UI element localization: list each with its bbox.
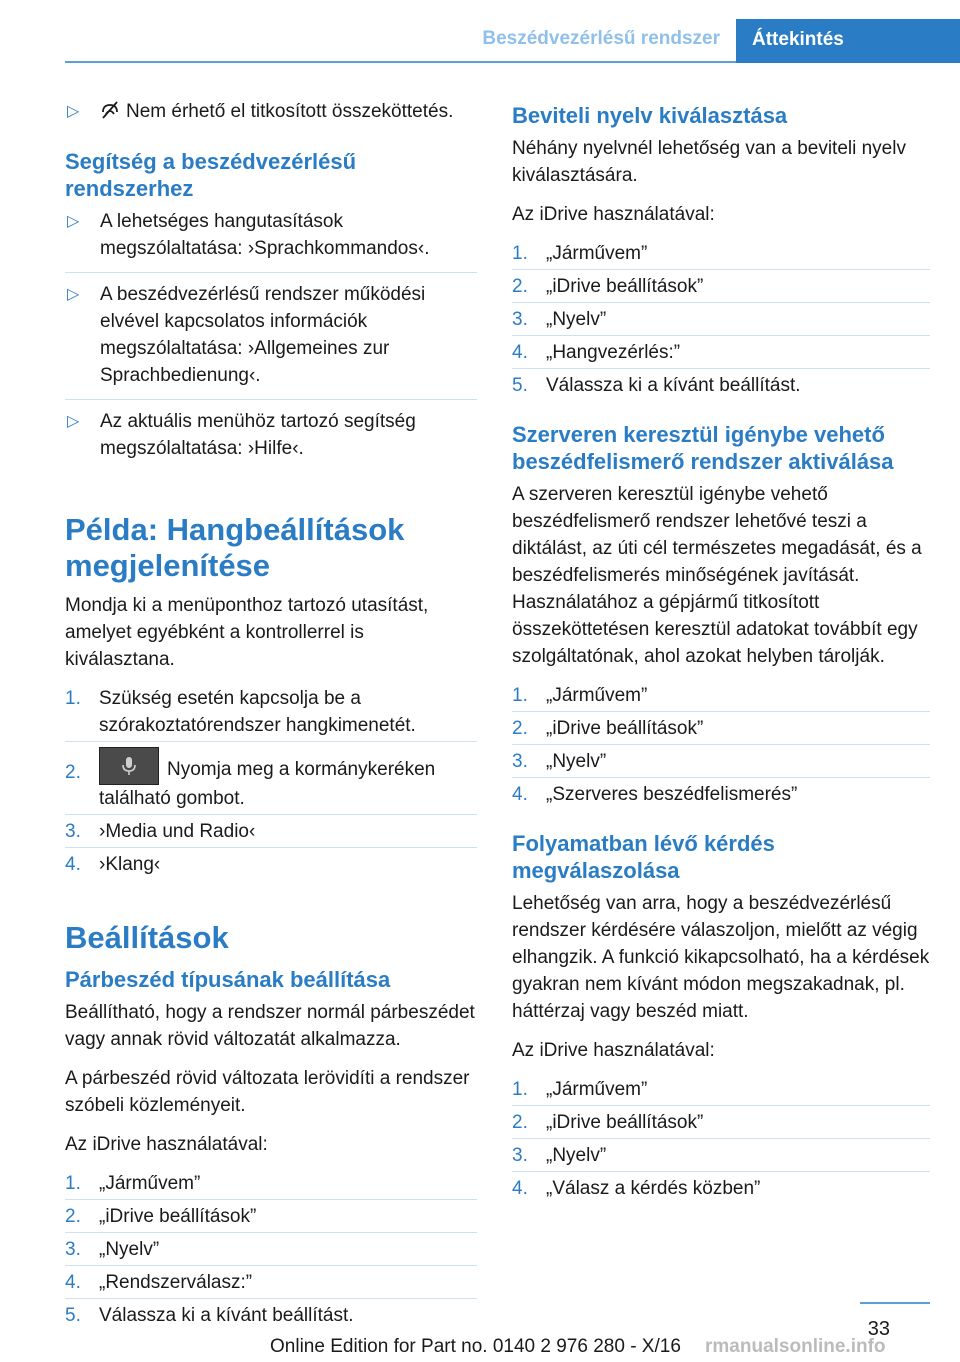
step-text: „Szerveres beszédfelismerés” <box>546 784 798 805</box>
step-text: „Nyelv” <box>99 1239 160 1260</box>
step-text: ›Klang‹ <box>99 854 161 875</box>
intro-list <box>65 98 477 132</box>
page-header <box>0 0 960 62</box>
section-title: Beszédvezérlésű rendszer <box>482 28 720 49</box>
answer-heading: Folyamatban lévő kérdés megválaszolása <box>512 831 775 883</box>
server-heading: Szerveren keresztül igénybe vehető beszédfelismerő rendszer aktiválása <box>512 422 894 474</box>
idrive-label: Az iDrive használatával: <box>512 1040 715 1061</box>
list-item: 3. „Nyelv” <box>512 748 930 778</box>
list-item-text: Az aktuális menühöz tartozó segítség megszólaltatása: ›Hilfe‹. <box>100 411 416 459</box>
list-item: 1. „Járművem” <box>512 682 930 712</box>
dialog-steps <box>65 1170 477 1331</box>
triangle-bullet-icon: ▷ <box>67 103 80 120</box>
step-text: ›Media und Radio‹ <box>99 821 256 842</box>
step-text: „Járművem” <box>546 685 648 706</box>
idrive-label: Az iDrive használatával: <box>512 204 715 225</box>
step-text: „Nyelv” <box>546 1145 607 1166</box>
triangle-bullet-icon: ▷ <box>67 213 80 230</box>
watermark: rmanualsonline.info <box>705 1336 886 1357</box>
list-item: 1. „Járművem” <box>512 240 930 270</box>
header-rule <box>65 61 736 63</box>
list-item: 5. Válassza ki a kívánt beállítást. <box>512 375 801 396</box>
triangle-bullet-icon: ▷ <box>67 413 80 430</box>
example-text: Mondja ki a menüponthoz tartozó utasítást, amelyet egyébként a kontrollerrel is kiválasztana. <box>65 595 429 670</box>
server-steps <box>512 682 930 810</box>
list-item: 4. „Szerveres beszédfelismerés” <box>512 784 798 805</box>
list-item: 3. ›Media und Radio‹ <box>65 818 477 848</box>
list-item: 4. ›Klang‹ <box>65 854 161 875</box>
idrive-label: Az iDrive használatával: <box>65 1134 268 1155</box>
server-text: A szerveren keresztül igénybe vehető beszédfelismerő rendszer lehetővé teszi a diktálást, az úti cél természetes megadását, és a beszédfelismerés minőségének javítását. Használatához a gépjármű titkosított összeköttetésen keresztül adatokat továbbít egy szolgáltatónak, ahol azokat helyben tárolják. <box>512 484 922 667</box>
voice-command-button-icon <box>99 747 159 785</box>
edition-note: Online Edition for Part no. 0140 2 976 280 - X/16 <box>270 1336 681 1357</box>
list-item: 5. Válassza ki a kívánt beállítást. <box>65 1305 354 1326</box>
dialog-heading: Párbeszéd típusának beállítása <box>65 967 391 992</box>
list-item: 1. Szükség esetén kapcsolja be a szórakoztatórendszer hangkimenetét. <box>65 685 477 742</box>
answer-text: Lehetőség van arra, hogy a beszédvezérlésű rendszer kérdésére válaszoljon, mielőtt az végig elhangzik. A funkció kikapcsolható, ha a kérdések gyakran nem kívánt módon megszakadnak, pl. háttérzaj vagy beszéd miatt. <box>512 893 930 1022</box>
intro-item-text: Nem érhető el titkosított összeköttetés. <box>126 101 454 122</box>
step-text: „iDrive beállítások” <box>546 276 704 297</box>
lang-heading: Beviteli nyelv kiválasztása <box>512 103 788 128</box>
step-text: „Nyelv” <box>546 309 607 330</box>
list-item-text: A beszédvezérlésű rendszer működési elvével kapcsolatos információk megszólaltatása: ›Allgemeines zur Sprachbedienung‹. <box>100 284 426 386</box>
list-item: 3. „Nyelv” <box>65 1236 477 1266</box>
lang-text: Néhány nyelvnél lehetőség van a beviteli nyelv kiválasztására. <box>512 138 906 186</box>
crossed-speech-icon <box>100 100 120 128</box>
lang-steps <box>512 240 930 401</box>
chapter-tab: Áttekintés <box>736 19 960 63</box>
list-item: 3. „Nyelv” <box>512 1142 930 1172</box>
step-text: „Nyelv” <box>546 751 607 772</box>
list-item <box>65 281 477 400</box>
list-item <box>65 208 477 273</box>
step-text: „Járművem” <box>99 1173 201 1194</box>
step-text: „iDrive beállítások” <box>546 1112 704 1133</box>
list-item: 1. „Járművem” <box>512 1076 930 1106</box>
list-item: 2. „iDrive beállítások” <box>512 1109 930 1139</box>
step-text: „Rendszerválasz:” <box>99 1272 253 1293</box>
step-text: Nyomja meg a kormánykeréken található gombot. <box>99 759 436 809</box>
list-item <box>65 98 477 132</box>
list-item: 2. „iDrive beállítások” <box>65 1203 477 1233</box>
step-text: „Járművem” <box>546 1079 648 1100</box>
list-item: 3. „Nyelv” <box>512 306 930 336</box>
step-text: Válassza ki a kívánt beállítást. <box>99 1305 354 1326</box>
list-item: 2. „iDrive beállítások” <box>512 715 930 745</box>
list-item: 1. „Járművem” <box>65 1170 477 1200</box>
answer-steps <box>512 1076 930 1204</box>
example-heading: Példa: Hangbeállítások megjelenítése <box>65 512 405 583</box>
list-item-text: A lehetséges hangutasítások megszólaltatása: ›Sprachkommandos‹. <box>100 211 430 259</box>
left-column <box>65 98 477 1334</box>
step-text: „iDrive beállítások” <box>99 1206 257 1227</box>
page-number: 33 <box>867 1318 890 1340</box>
help-heading: Segítség a beszédvezérlésű rendszerhez <box>65 149 357 201</box>
step-text: „Hangvezérlés:” <box>546 342 681 363</box>
right-column <box>512 98 930 1207</box>
dialog-text-2: A párbeszéd rövid változata lerövidíti a rendszer szóbeli közleményeit. <box>65 1068 470 1116</box>
list-item: 4. „Hangvezérlés:” <box>512 339 930 369</box>
list-item: 2. Nyomja meg a kormánykeréken található gombot. <box>65 745 477 815</box>
list-item: 4. „Válasz a kérdés közben” <box>512 1178 761 1199</box>
step-text: Válassza ki a kívánt beállítást. <box>546 375 801 396</box>
triangle-bullet-icon: ▷ <box>67 286 80 303</box>
dialog-text-1: Beállítható, hogy a rendszer normál párbeszédet vagy annak rövid változatát alkalmazza. <box>65 1002 475 1050</box>
list-item <box>65 408 477 472</box>
example-steps <box>65 685 477 880</box>
step-text: „Válasz a kérdés közben” <box>546 1178 761 1199</box>
list-item: 4. „Rendszerválasz:” <box>65 1269 477 1299</box>
settings-heading: Beállítások <box>65 920 229 955</box>
step-text: „Járművem” <box>546 243 648 264</box>
help-list <box>65 208 477 472</box>
step-text: Szükség esetén kapcsolja be a szórakoztatórendszer hangkimenetét. <box>99 688 416 736</box>
list-item: 2. „iDrive beállítások” <box>512 273 930 303</box>
footer-rule <box>860 1302 930 1304</box>
step-text: „iDrive beállítások” <box>546 718 704 739</box>
